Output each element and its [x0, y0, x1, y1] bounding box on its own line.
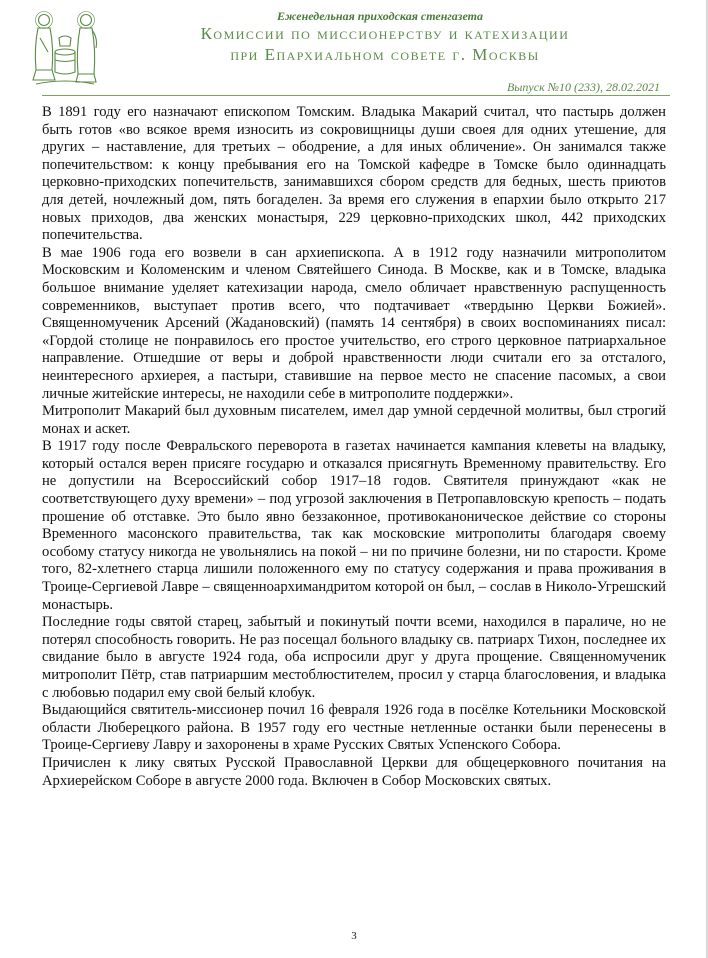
icon-saints-at-well-logo: [30, 8, 100, 88]
header-tagline: Еженедельная приходская стенгазета: [277, 9, 483, 23]
article-body: [42, 104, 666, 790]
paragraph: Последние годы святой старец, забытый и покинутый почти всеми, находился в параличе, но не потерял способность говорить. Не раз посещал больного владыку св. патриарх Тихон, последнее их свидание было в августе 1924 года, оба испросили друг у друга прощение. Священномученик митрополит Пётр, став патриаршим местоблюстителем, просил у старца благословения, и владыка с любовью подарил ему свой белый клобук.: [42, 614, 666, 701]
header-title-line1: Комиссии по миссионерству и катехизации: [200, 24, 570, 43]
paragraph: В 1891 году его назначают епископом Томским. Владыка Макарий считал, что пастырь должен быть готов «во всякое время износить из сокровищницы души своея для одних утешение, для других – наставление, для третьих – ободрение, а для иных обличение». Он занимался также попечительством: к концу пребывания его на Томской кафедре в Томске было одиннадцать церковно-приходских попечительств, занимавшихся сбором средств для бедных, шесть приютов для детей, ночлежный дом, пять богаделен. За время его служения в епархии было открыто 217 новых приходов, два женских монастыря, 229 церковно-приходских школ, 442 приходских попечительства.: [42, 104, 666, 244]
paragraph: В 1917 году после Февральского переворота в газетах начинается кампания клеветы на владыку, который остался верен присяге государю и отказался присягнуть Временному правительству. Его не допустили на Всероссийский собор 1917–18 годов. Святителя принуждают «как не соответствующего духу времени» – под угрозой заключения в Петропавловскую крепость – подать прошение об отставке. Это было явно беззаконное, противоканоническое действие со стороны Временного масонского правительства, так как московские митрополиты благодаря своему особому статусу никогда не увольнялись на покой – ни по причине болезни, ни по старости. Кроме того, 82-хлетнего старца лишили положенного ему по статусу содержания и права проживания в Троице-Сергиевой Лавре – священноархимандритом которой он был, – сослав в Николо-Угрешский монастырь.: [42, 438, 666, 613]
header-divider: [42, 95, 670, 96]
paragraph: В мае 1906 года его возвели в сан архиепископа. А в 1912 году назначили митрополитом Московским и Коломенским и членом Святейшего Синода. В Москве, как и в Томске, владыка большое внимание уделяет катехизации народа, смело обличает нравственную распущенность современников, выступает против всего, что подтачивает «твердыню Церкви Божией». Священномученик Арсений (Жадановский) (память 14 сентября) в своих воспоминаниях писал: «Гордой столице не понравилось его простое учительство, его строго церковное патриархальное направление. Отшедшие от веры и доброй нравственности люди считали его за отсталого, неинтересного архиерея, а пастыри, ставившие на первое место не спасение пасомых, а свои личные житейские интересы, не находили себе в митрополите поддержки».: [42, 244, 666, 402]
paragraph: Выдающийся святитель-миссионер почил 16 февраля 1926 года в посёлке Котельники Московской области Люберецкого района. В 1957 году его честные нетленные останки были перенесены в Троице-Сергиеву Лавру и захоронены в храме Русских Святых Успенского Собора.: [42, 702, 666, 754]
page-number: 3: [351, 930, 357, 942]
issue-info: Выпуск №10 (233), 28.02.2021: [506, 80, 660, 94]
paragraph: Митрополит Макарий был духовным писателем, имел дар умной сердечной молитвы, был строгий монах и аскет.: [42, 403, 666, 437]
header-title-line2: при Епархиальном совете г. Москвы: [230, 45, 540, 64]
paragraph: Причислен к лику святых Русской Православной Церкви для общецерковного почитания на Архиерейском Соборе в августе 2000 года. Включен в Собор Московских святых.: [42, 754, 666, 789]
